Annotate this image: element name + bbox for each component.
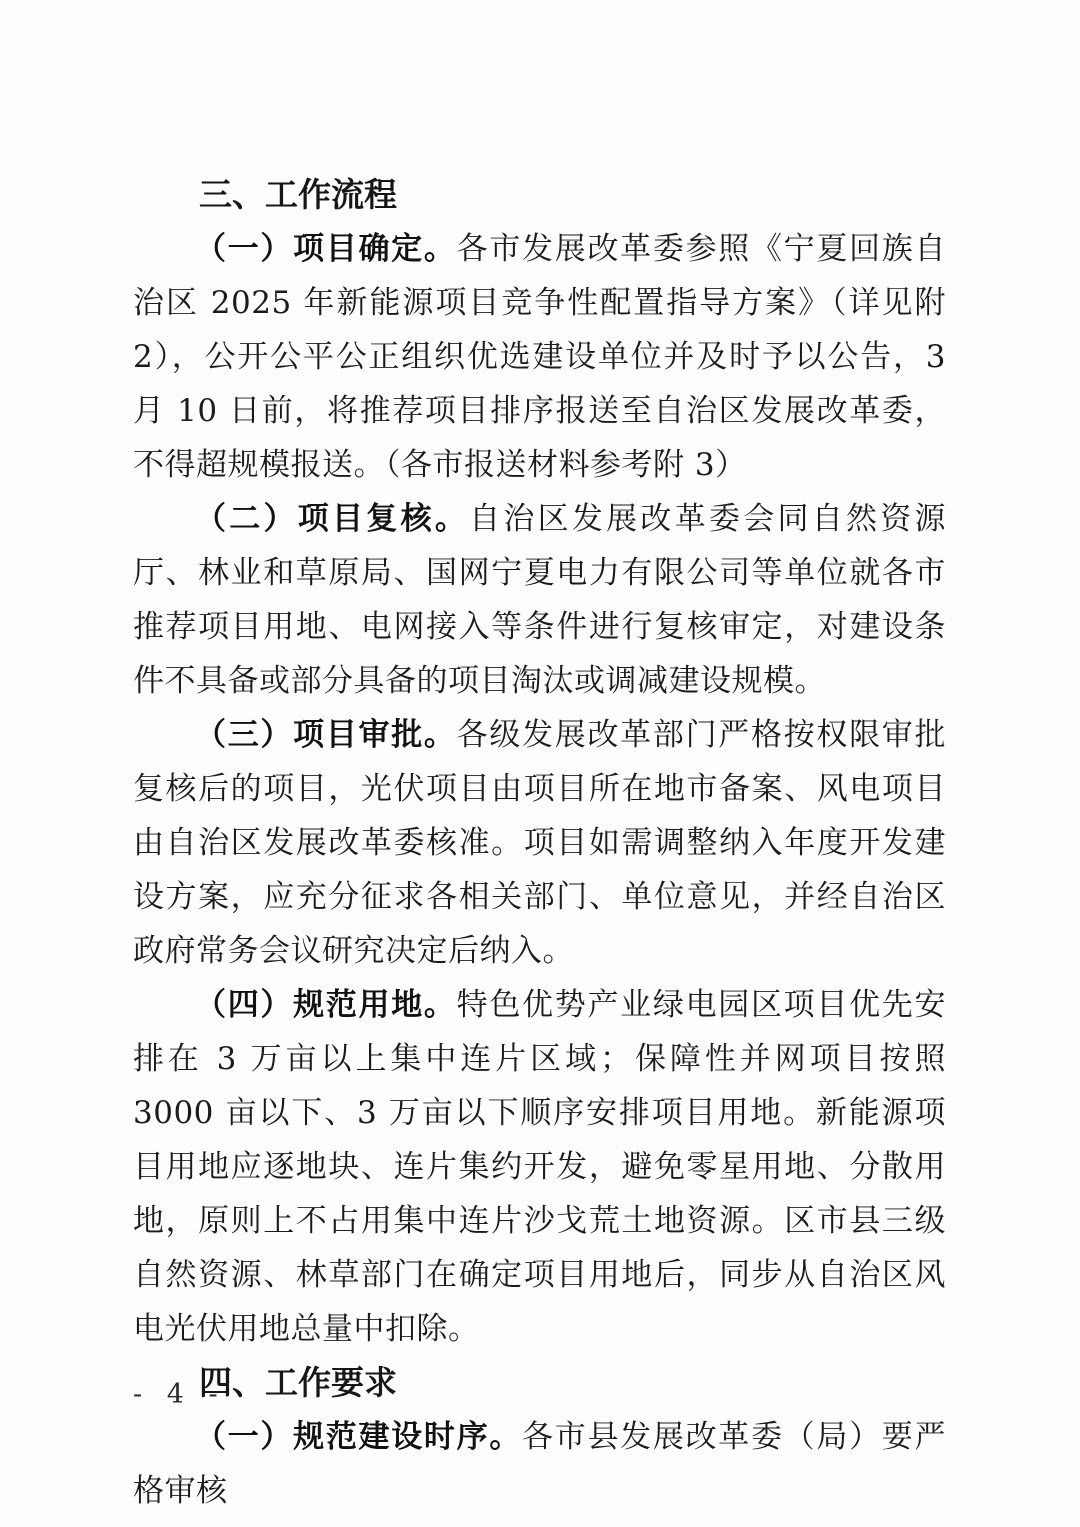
paragraph-project-review [133, 492, 946, 708]
paragraph-construction-sequence [133, 1410, 946, 1518]
paragraph-project-determination [133, 222, 946, 492]
section-heading-work-requirements: 四、工作要求 [199, 1363, 397, 1402]
paragraph-project-approval [133, 708, 946, 978]
paragraph-lead: （四）规范用地。 [195, 987, 457, 1023]
paragraph-lead: （一）项目确定。 [195, 231, 457, 267]
section-heading-work-process: 三、工作流程 [199, 175, 397, 214]
paragraph-lead: （三）项目审批。 [195, 717, 457, 753]
paragraph-lead: （二）项目复核。 [195, 501, 470, 537]
paragraph-text: 各级发展改革部门严格按权限审批复核后的项目，光伏项目由项目所在地市备案、风电项目由自治区发展改革委核准。项目如需调整纳入年度开发建设方案，应充分征求各相关部门、单位意见，并经自治区政府常务会议研究决定后纳入。 [133, 717, 947, 969]
document-body [133, 168, 946, 1518]
paragraph-text: 各市发展改革委参照《宁夏回族自治区 2025 年新能源项目竞争性配置指导方案》（详见附 2），公开公平公正组织优选建设单位并及时予以公告，3 月 10 日前，将推荐项目排序报送至自治区发展改革委，不得超规模报送。（各市报送材料参考附 3） [133, 231, 947, 483]
paragraph-text: 自治区发展改革委会同自然资源厅、林业和草原局、国网宁夏电力有限公司等单位就各市推荐项目用地、电网接入等条件进行复核审定，对建设条件不具备或部分具备的项目淘汰或调减建设规模。 [133, 501, 947, 699]
paragraph-lead: （一）规范建设时序。 [195, 1419, 523, 1455]
paragraph-text: 各市县发展改革委（局）要严格审核 [133, 1419, 947, 1509]
paragraph-land-use [133, 978, 946, 1356]
page-number: - 4 - [133, 1379, 226, 1410]
paragraph-text: 特色优势产业绿电园区项目优先安排在 3 万亩以上集中连片区域；保障性并网项目按照 3000 亩以下、3 万亩以下顺序安排项目用地。新能源项目用地应逐地块、连片集约开发，避免零星用地、分散用地，原则上不占用集中连片沙戈荒土地资源。区市县三级自然资源、林草部门在确定项目用地后，同步从自治区风电光伏用地总量中扣除。 [133, 987, 947, 1347]
